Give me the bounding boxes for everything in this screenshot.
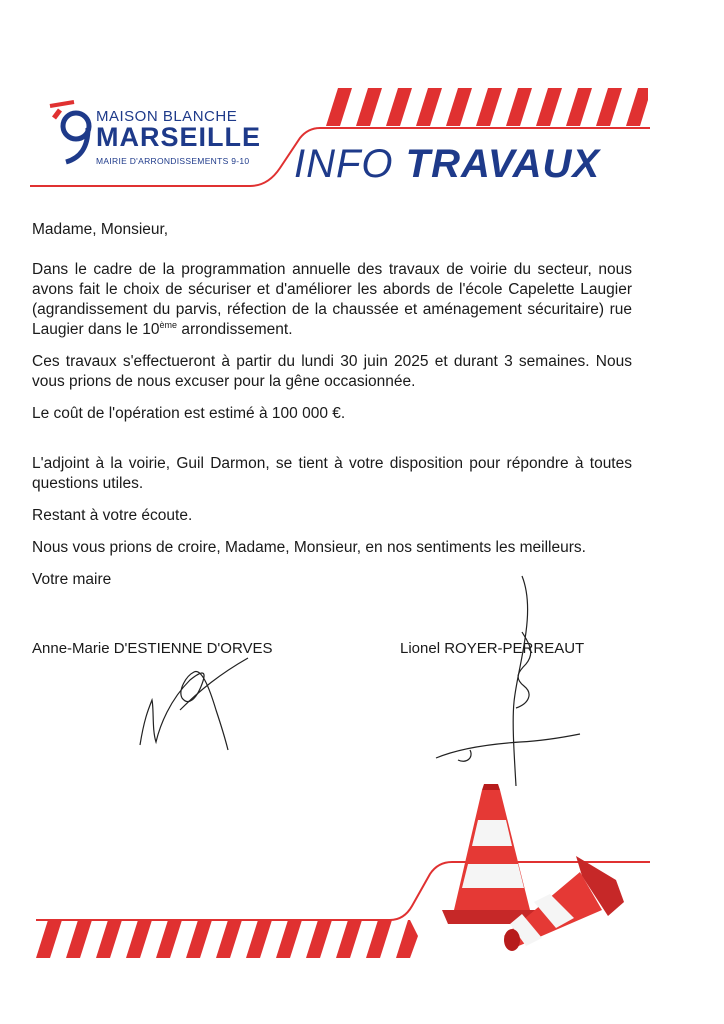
paragraph-3: Le coût de l'opération est estimé à 100 000 €. bbox=[32, 405, 346, 422]
logo-line2: MARSEILLE bbox=[96, 122, 262, 152]
signatory-left: Anne-Marie D'ESTIENNE D'ORVES bbox=[32, 640, 273, 657]
banner-word-travaux: TRAVAUX bbox=[405, 142, 601, 186]
paragraph-1-sup: ème bbox=[159, 319, 178, 330]
paragraph-5: Restant à votre écoute. bbox=[32, 507, 193, 524]
paragraph-1-end: arrondissement. bbox=[177, 321, 293, 338]
traffic-cone-fallen bbox=[498, 852, 628, 962]
banner-title bbox=[294, 142, 600, 187]
signature-right bbox=[430, 572, 590, 792]
paragraph-2: Ces travaux s'effectueront à partir du lundi 30 juin 2025 et durant 3 semaines. Nous vous prions de nous excuser pour la gêne occasionnée. bbox=[32, 353, 632, 390]
signature-left bbox=[130, 650, 260, 760]
paragraph-1 bbox=[32, 260, 632, 340]
paragraph-1-text: Dans le cadre de la programmation annuelle des travaux de voirie du secteur, nous avons fait le choix de sécuriser et d'améliorer les abords de l'école Capelette Laugier (agrandissement du parvis, réfection de la chaussée et aménagement sécuritaire) rue Laugier dans le 10 bbox=[32, 261, 632, 338]
paragraph-6: Nous vous prions de croire, Madame, Monsieur, en nos sentiments les meilleurs. bbox=[32, 539, 586, 556]
banner-word-info: INFO bbox=[294, 142, 394, 186]
paragraph-4: L'adjoint à la voirie, Guil Darmon, se tient à votre disposition pour répondre à toutes questions utiles. bbox=[32, 455, 632, 492]
closing: Votre maire bbox=[32, 571, 112, 588]
letter-body bbox=[32, 220, 632, 602]
logo-line1: MAISON BLANCHE bbox=[96, 108, 238, 125]
salutation: Madame, Monsieur, bbox=[32, 221, 169, 238]
logo-line3: MAIRIE D'ARRONDISSEMENTS 9-10 bbox=[96, 156, 250, 166]
signatory-right: Lionel ROYER-PERREAUT bbox=[400, 640, 585, 657]
